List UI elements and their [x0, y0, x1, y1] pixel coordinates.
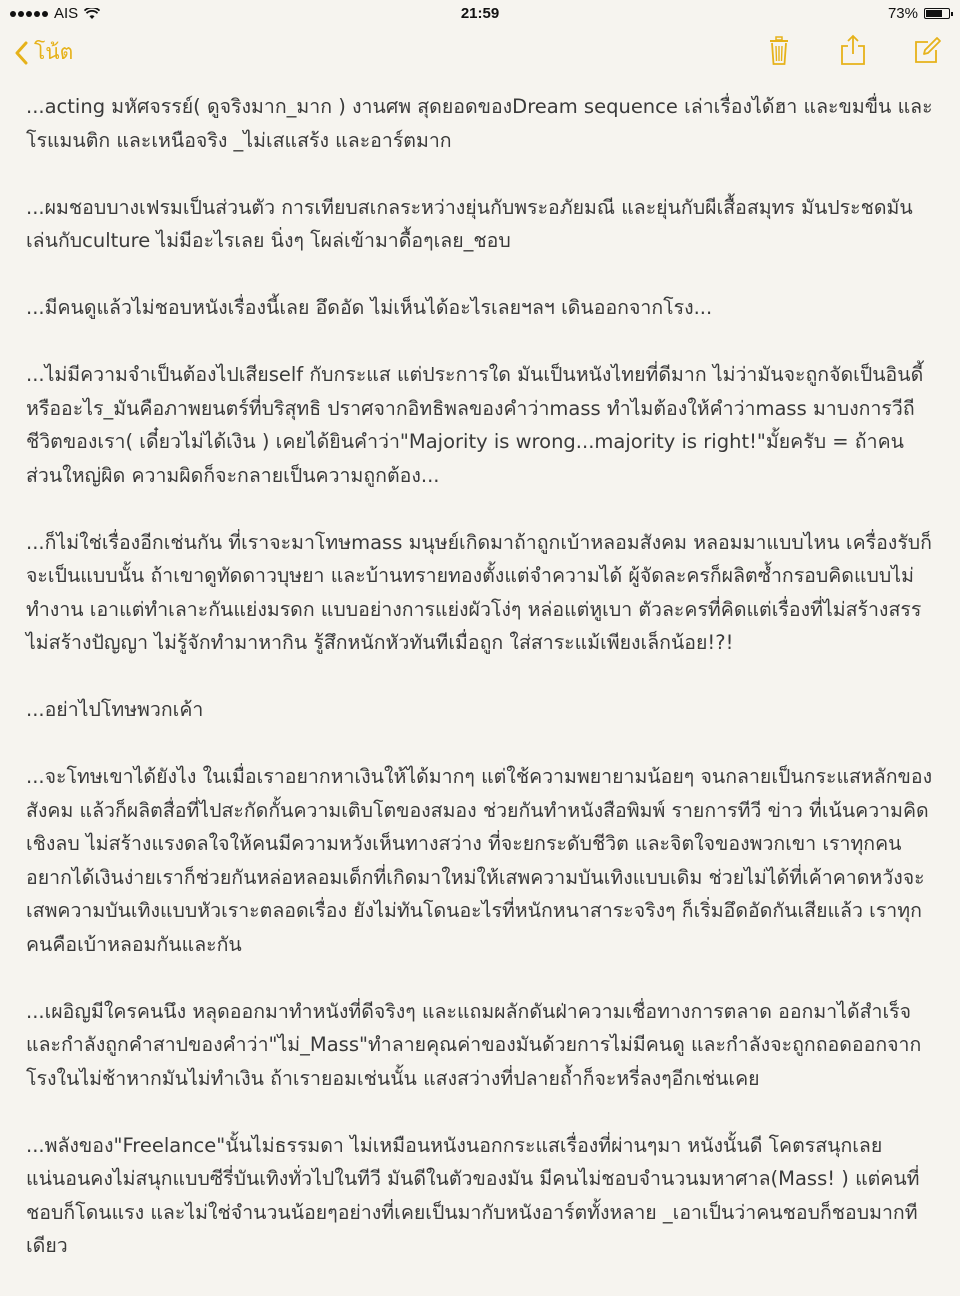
- battery-status: [888, 5, 950, 22]
- note-paragraph: ...ก็ไม่ใช่เรื่องอีกเช่นกัน ที่เราจะมาโทษmass มนุษย์เกิดมาถ้าถูกเบ้าหลอมสังคม หลอมมาแบบไหน เครื่องรับก็จะเป็นแบบนั้น ถ้าเขาดูทัดดาวบุษยา และบ้านทรายทองตั้งแต่จำความได้ ผู้จัดละครก็ผลิตซ้ำกรอบคิดแบบไม่ทำงาน เอาแต่ทำเลาะกันแย่งมรดก แบบอย่างการแย่งผัวโง่ๆ หล่อแต่หูเบา ตัวละครที่คิดแต่เรื่องที่ไม่สร้างสรร ไม่สร้างปัญญา ไม่รู้จักทำมาหากิน รู้สึกหนักหัวทันทีเมื่อถูก ใส่สาระแม้เพียงเล็กน้อย!?!: [26, 530, 932, 654]
- battery-level-fill: [926, 10, 942, 17]
- compose-icon[interactable]: [912, 34, 942, 66]
- note-paragraph: ...acting มหัศจรรย์( ดูจริงมาก_มาก ) งานศพ สุดยอดของDream sequence เล่าเรื่องได้ฮา และขมขื่น และโรแมนติก และเหนือจริง _ไม่เสแสร้ง และอาร์ตมาก: [26, 95, 933, 152]
- note-paragraph: ...ไม่มีความจำเป็นต้องไปเสียself กับกระแส แต่ประการใด มันเป็นหนังไทยที่ดีมาก ไม่ว่ามันจะถูกจัดเป็นอินดี้หรืออะไร_มันคือภาพยนตร์ที่บริสุทธิ ปราศจากอิทธิพลของคำว่าmass ทำไมต้องให้คำว่าmass มาบงการวีถีชีวิตของเรา( เดี๋ยวไม่ได้เงิน ) เคยได้ยินคำว่า"Majority is wrong...majority is right!"มั้ยครับ = ถ้าคนส่วนใหญ่ผิด ความผิดก็จะกลายเป็นความถูกต้อง...: [26, 363, 924, 487]
- back-button[interactable]: [14, 36, 73, 69]
- note-paragraph: ...พลังของ"Freelance"นั้นไม่ธรรมดา ไม่เหมือนหนังนอกกระแสเรื่องที่ผ่านๆมา หนังนั้นดี โคตรสนุกเลย แน่นอนคงไม่สนุกแบบซีรี่บันเทิงทั่วไปในทีวี มันดีในตัวของมัน มีคนไม่ชอบจำนวนมหาศาล(Mass! ) แต่คนที่ชอบก็โดนแรง และไม่ใช่จำนวนน้อยๆอย่างที่เคยเป็นมากับหนังอาร์ตทั้งหลาย _เอาเป็นว่าคนชอบก็ชอบมากทีเดียว: [26, 1133, 920, 1257]
- note-paragraph: ...อย่าไปโทษพวกเค้า: [26, 698, 204, 721]
- clock: 21:59: [460, 5, 500, 22]
- battery-percent: 73%: [887, 5, 918, 22]
- trash-icon[interactable]: [764, 34, 794, 66]
- toolbar-actions: [764, 34, 942, 66]
- share-icon[interactable]: [838, 34, 868, 66]
- note-paragraph: ...จะโทษเขาได้ยังไง ในเมื่อเราอยากหาเงินให้ได้มากๆ แต่ใช้ความพยายามน้อยๆ จนกลายเป็นกระแสหลักของสังคม แล้วก็ผลิตสื่อที่ไปสะกัดกั้นความเติบโตของสมอง ช่วยกันทำหนังสือพิมพ์ รายการทีวี ข่าว ที่เน้นความคิดเชิงลบ ไม่สร้างแรงดลใจให้คนมีความหวังเห็นทางสว่าง ที่จะยกระดับชีวิต และจิตใจของพวกเขา เราทุกคนอยากได้เงินง่ายเราก็ช่วยกันหล่อหลอมเด็กที่เกิดมาใหม่ให้เสพความบันเทิงแบบเดิม ช่วยไม่ได้ที่เค้าคาดหวังจะเสพความบันเทิงแบบหัวเราะตลอดเรื่อง ยังไม่ทันโดนอะไรที่หนักหนาสาระจริงๆ ก็เริ่มอึดอัดกันเสียแล้ว เราทุกคนคือเบ้าหลอมกันและกัน: [26, 765, 933, 956]
- chevron-left-icon: [14, 41, 28, 65]
- status-bar: [0, 0, 960, 28]
- navigation-bar: [0, 28, 960, 78]
- note-paragraph: ...เผอิญมีใครคนนึง หลุดออกมาทำหนังที่ดีจริงๆ และแถมผลักดันฝ่าความเชื่อทางการตลาด ออกมาได้สำเร็จ และกำลังถูกคำสาปของคำว่า"ไม่_Mass"ทำลายคุณค่าของมันด้วยการไม่มีคนดู และกำลังจะถูกถอดออกจากโรงในไม่ช้าหากมันไม่ทำเงิน ถ้าเรายอมเช่นนั้น แสงสว่างที่ปลายถ้ำก็จะหรี่ลงๆอีกเช่นเคย: [26, 999, 922, 1090]
- note-paragraph: ...มีคนดูแล้วไม่ชอบหนังเรื่องนี้เลย อึดอัด ไม่เห็นได้อะไรเลยฯลฯ เดินออกจากโรง...: [26, 296, 713, 319]
- note-paragraph: ...ผมชอบบางเฟรมเป็นส่วนตัว การเทียบสเกลระหว่างยุ่นกับพระอภัยมณี และยุ่นกับผีเสื้อสมุทร มันประชดมันเล่นกับculture ไม่มีอะไรเลย นิ่งๆ โผล่เข้ามาดื้อๆเลย_ชอบ: [26, 195, 913, 252]
- back-label: โน้ต: [34, 40, 74, 64]
- note-body[interactable]: [26, 90, 938, 1296]
- carrier-name: AIS: [54, 5, 79, 22]
- battery-icon: [924, 8, 950, 19]
